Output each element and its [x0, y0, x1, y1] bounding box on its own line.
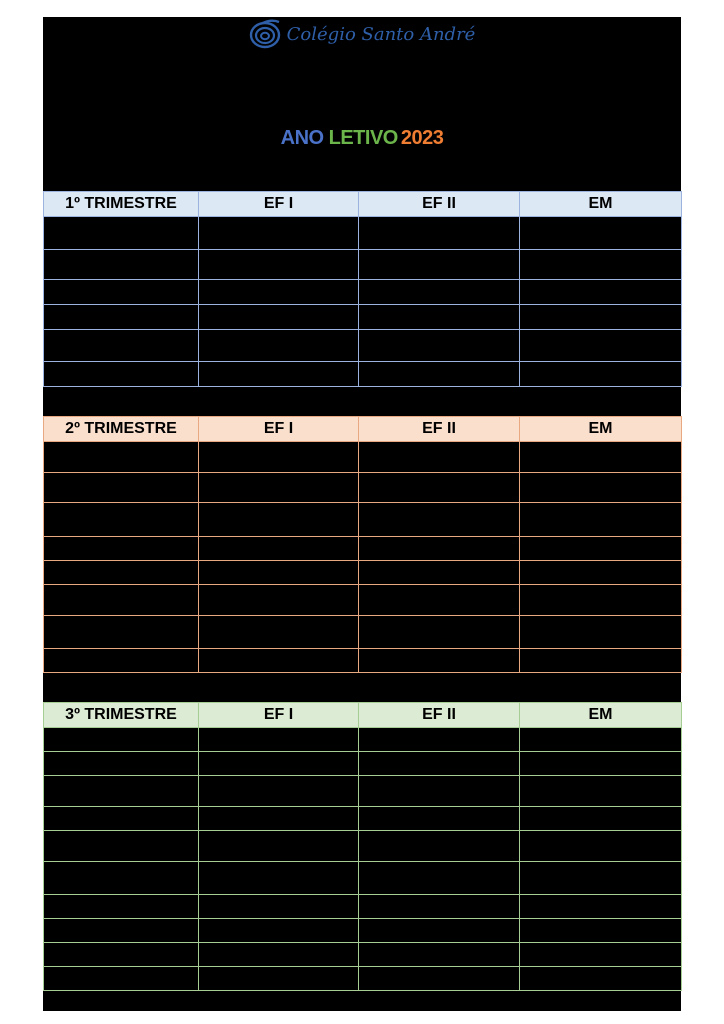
table-cell[interactable]	[520, 305, 682, 330]
table-cell[interactable]	[199, 616, 359, 649]
table-cell[interactable]	[520, 728, 682, 752]
table-cell[interactable]	[199, 217, 359, 250]
table-cell[interactable]	[359, 649, 520, 673]
table-cell[interactable]	[520, 561, 682, 585]
table-header-row	[44, 192, 682, 217]
table-cell[interactable]	[520, 537, 682, 561]
table-cell[interactable]	[520, 330, 682, 362]
table-cell[interactable]	[520, 807, 682, 831]
table-cell[interactable]	[199, 473, 359, 503]
table-cell[interactable]	[359, 250, 520, 280]
table-cell[interactable]	[520, 649, 682, 673]
table-row	[44, 473, 682, 503]
title-letivo: LETIVO	[328, 127, 398, 149]
table-cell[interactable]	[44, 442, 199, 473]
table-row	[44, 895, 682, 919]
table-cell[interactable]	[199, 250, 359, 280]
column-ef2: EF II	[359, 417, 520, 442]
table-row	[44, 862, 682, 895]
table-cell[interactable]	[359, 503, 520, 537]
column-ef1: EF I	[199, 417, 359, 442]
table-cell[interactable]	[199, 831, 359, 862]
table-cell[interactable]	[520, 616, 682, 649]
table-cell[interactable]	[359, 752, 520, 776]
table-cell[interactable]	[44, 895, 199, 919]
table-row	[44, 616, 682, 649]
table-cell[interactable]	[359, 217, 520, 250]
table-cell[interactable]	[520, 752, 682, 776]
table-cell[interactable]	[199, 728, 359, 752]
table-header-row	[44, 703, 682, 728]
table-cell[interactable]	[44, 728, 199, 752]
table-cell[interactable]	[359, 807, 520, 831]
table-row	[44, 561, 682, 585]
table-cell[interactable]	[44, 280, 199, 305]
table-row	[44, 831, 682, 862]
table-row	[44, 330, 682, 362]
table-cell[interactable]	[44, 585, 199, 616]
table-cell[interactable]	[520, 943, 682, 967]
table-cell[interactable]	[520, 585, 682, 616]
table-cell[interactable]	[520, 503, 682, 537]
table-cell[interactable]	[520, 250, 682, 280]
table-row	[44, 728, 682, 752]
table-cell[interactable]	[520, 362, 682, 387]
table-cell[interactable]	[359, 537, 520, 561]
table-cell[interactable]	[359, 862, 520, 895]
table-cell[interactable]	[199, 561, 359, 585]
table-row	[44, 649, 682, 673]
table-cell[interactable]	[359, 967, 520, 991]
table-cell[interactable]	[44, 537, 199, 561]
table-cell[interactable]	[359, 616, 520, 649]
column-ef2: EF II	[359, 192, 520, 217]
table-cell[interactable]	[359, 473, 520, 503]
table-header-row	[44, 417, 682, 442]
table-cell[interactable]	[520, 862, 682, 895]
table-row	[44, 585, 682, 616]
table-cell[interactable]	[44, 862, 199, 895]
table-row	[44, 442, 682, 473]
table-cell[interactable]	[359, 280, 520, 305]
table-cell[interactable]	[199, 280, 359, 305]
column-ef2: EF II	[359, 703, 520, 728]
school-logo	[43, 17, 681, 51]
table-cell[interactable]	[44, 776, 199, 807]
table-cell[interactable]	[520, 831, 682, 862]
table-cell[interactable]	[199, 305, 359, 330]
table-cell[interactable]	[199, 919, 359, 943]
table-row	[44, 250, 682, 280]
table-row	[44, 537, 682, 561]
table-cell[interactable]	[359, 776, 520, 807]
table-cell[interactable]	[44, 330, 199, 362]
table-cell[interactable]	[199, 503, 359, 537]
table-cell[interactable]	[44, 305, 199, 330]
table-row	[44, 967, 682, 991]
column-ef1: EF I	[199, 192, 359, 217]
swirl-logo-icon	[249, 19, 281, 49]
table-cell[interactable]	[199, 362, 359, 387]
table-cell[interactable]	[359, 442, 520, 473]
table-cell[interactable]	[359, 305, 520, 330]
table-row	[44, 807, 682, 831]
table-cell[interactable]	[44, 752, 199, 776]
table-row	[44, 217, 682, 250]
table-cell[interactable]	[44, 649, 199, 673]
table-cell[interactable]	[359, 585, 520, 616]
column-em: EM	[520, 192, 682, 217]
table-cell[interactable]	[199, 330, 359, 362]
table-cell[interactable]	[199, 442, 359, 473]
table-row	[44, 776, 682, 807]
table-cell[interactable]	[359, 728, 520, 752]
table-cell[interactable]	[44, 919, 199, 943]
table-row	[44, 503, 682, 537]
column-em: EM	[520, 417, 682, 442]
table-cell[interactable]	[199, 649, 359, 673]
table-cell[interactable]	[44, 561, 199, 585]
table-row	[44, 919, 682, 943]
table-cell[interactable]	[520, 967, 682, 991]
table-cell[interactable]	[44, 831, 199, 862]
trimester-label: 3º TRIMESTRE	[44, 703, 199, 728]
table-cell[interactable]	[520, 895, 682, 919]
trimester-label: 1º TRIMESTRE	[44, 192, 199, 217]
table-cell[interactable]	[44, 503, 199, 537]
trimester-table-1	[43, 191, 682, 387]
table-cell[interactable]	[199, 807, 359, 831]
table-cell[interactable]	[199, 862, 359, 895]
table-cell[interactable]	[44, 362, 199, 387]
table-cell[interactable]	[359, 943, 520, 967]
table-row	[44, 362, 682, 387]
table-cell[interactable]	[359, 330, 520, 362]
table-cell[interactable]	[520, 473, 682, 503]
table-cell[interactable]	[520, 776, 682, 807]
table-cell[interactable]	[44, 473, 199, 503]
table-cell[interactable]	[359, 831, 520, 862]
table-row	[44, 752, 682, 776]
table-cell[interactable]	[199, 585, 359, 616]
table-cell[interactable]	[520, 217, 682, 250]
page-title	[43, 127, 681, 150]
table-cell[interactable]	[199, 967, 359, 991]
table-cell[interactable]	[359, 362, 520, 387]
table-cell[interactable]	[44, 967, 199, 991]
table-cell[interactable]	[520, 442, 682, 473]
table-cell[interactable]	[199, 895, 359, 919]
title-year: 2023	[400, 127, 444, 149]
table-cell[interactable]	[199, 537, 359, 561]
trimester-table-3	[43, 702, 682, 991]
table-cell[interactable]	[44, 217, 199, 250]
trimester-table-2	[43, 416, 682, 673]
school-name: Colégio Santo André	[286, 23, 476, 45]
title-ano: ANO	[280, 127, 324, 149]
trimester-label: 2º TRIMESTRE	[44, 417, 199, 442]
table-row	[44, 305, 682, 330]
table-cell[interactable]	[520, 919, 682, 943]
table-cell[interactable]	[44, 807, 199, 831]
table-cell[interactable]	[44, 616, 199, 649]
document-page	[43, 17, 681, 1011]
table-row	[44, 943, 682, 967]
table-cell[interactable]	[199, 943, 359, 967]
table-cell[interactable]	[359, 919, 520, 943]
column-ef1: EF I	[199, 703, 359, 728]
table-cell[interactable]	[199, 752, 359, 776]
table-cell[interactable]	[44, 943, 199, 967]
table-row	[44, 280, 682, 305]
table-cell[interactable]	[359, 561, 520, 585]
table-cell[interactable]	[359, 895, 520, 919]
table-cell[interactable]	[520, 280, 682, 305]
table-cell[interactable]	[199, 776, 359, 807]
column-em: EM	[520, 703, 682, 728]
table-cell[interactable]	[44, 250, 199, 280]
